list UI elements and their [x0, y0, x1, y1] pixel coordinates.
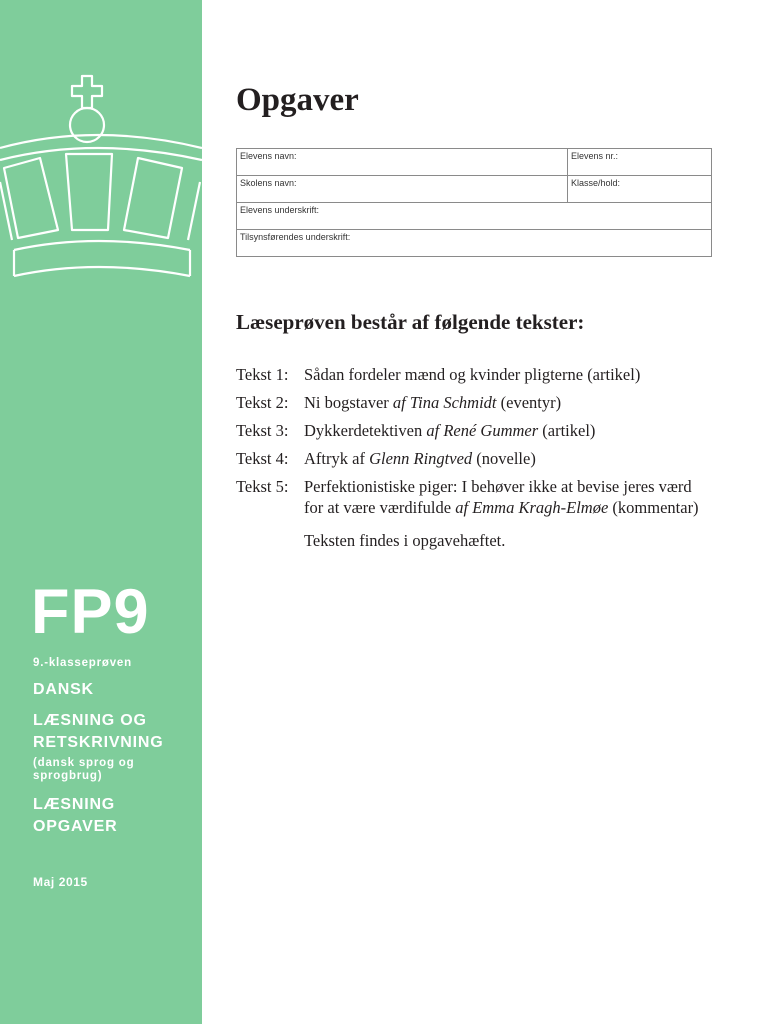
- exam-date: Maj 2015: [33, 875, 88, 889]
- footnote: Teksten findes i opgavehæftet.: [304, 531, 506, 550]
- student-number-field[interactable]: [568, 149, 712, 176]
- text-genre: (kommentar): [612, 498, 699, 517]
- supervisor-signature-field[interactable]: [237, 230, 712, 257]
- text-title: Dykkerdetektiven: [304, 421, 423, 440]
- text-genre: (artikel): [587, 365, 641, 384]
- exam-part: LÆSNING OG RETSKRIVNING: [33, 712, 164, 751]
- text-author: Tina Schmidt: [409, 393, 497, 412]
- text-genre: (eventyr): [500, 393, 562, 412]
- text-connector: af: [392, 393, 406, 412]
- class-field[interactable]: [568, 176, 712, 203]
- exam-subject: DANSK: [33, 681, 94, 698]
- student-signature-field[interactable]: [237, 203, 712, 230]
- exam-code: FP9: [31, 577, 150, 647]
- text-list: [236, 364, 706, 551]
- student-name-field[interactable]: [237, 149, 568, 176]
- list-item: [236, 476, 706, 518]
- text-entry: [304, 364, 706, 385]
- text-entry: [304, 392, 706, 413]
- text-connector: af: [455, 498, 469, 517]
- text-entry: [304, 448, 706, 469]
- text-label: Tekst 4:: [236, 449, 289, 468]
- text-label: Tekst 5:: [236, 477, 289, 496]
- text-title: Sådan fordeler mænd og kvinder pligterne: [304, 365, 584, 384]
- text-title: Ni bogstaver: [304, 393, 389, 412]
- page-title: Opgaver: [236, 82, 359, 118]
- exam-note: (dansk sprog og sprogbrug): [33, 757, 135, 782]
- text-entry: [304, 476, 706, 518]
- school-name-label: Skolens navn:: [240, 178, 297, 188]
- text-genre: (novelle): [476, 449, 536, 468]
- list-item: [236, 420, 706, 441]
- crown-icon: [0, 70, 202, 290]
- exam-section: LÆSNING OPGAVER: [33, 796, 118, 835]
- text-title: Aftryk af: [304, 449, 365, 468]
- student-signature-label: Elevens underskrift:: [240, 205, 320, 215]
- text-label: Tekst 3:: [236, 421, 289, 440]
- text-label: Tekst 1:: [236, 365, 289, 384]
- text-genre: (artikel): [542, 421, 596, 440]
- class-label: Klasse/hold:: [571, 178, 621, 188]
- exam-level: 9.-klasseprøven: [33, 657, 132, 669]
- student-info-form: [236, 148, 712, 257]
- sidebar: [0, 0, 202, 1024]
- text-label: Tekst 2:: [236, 393, 289, 412]
- text-author: Glenn Ringtved: [369, 449, 473, 468]
- list-item: [236, 448, 706, 469]
- student-number-label: Elevens nr.:: [571, 151, 619, 161]
- school-name-field[interactable]: [237, 176, 568, 203]
- texts-heading: Læseprøven består af følgende tekster:: [236, 310, 585, 334]
- list-item: [236, 364, 706, 385]
- supervisor-signature-label: Tilsynsførendes underskrift:: [240, 232, 351, 242]
- student-name-label: Elevens navn:: [240, 151, 297, 161]
- text-author: René Gummer: [443, 421, 539, 440]
- list-item: [236, 392, 706, 413]
- text-author: Emma Kragh-Elmøe: [472, 498, 609, 517]
- text-title: Perfektionistiske piger: I behøver ikke at bevise jeres værd for at være værdifulde: [304, 477, 692, 517]
- text-entry: [304, 420, 706, 441]
- text-connector: af: [426, 421, 440, 440]
